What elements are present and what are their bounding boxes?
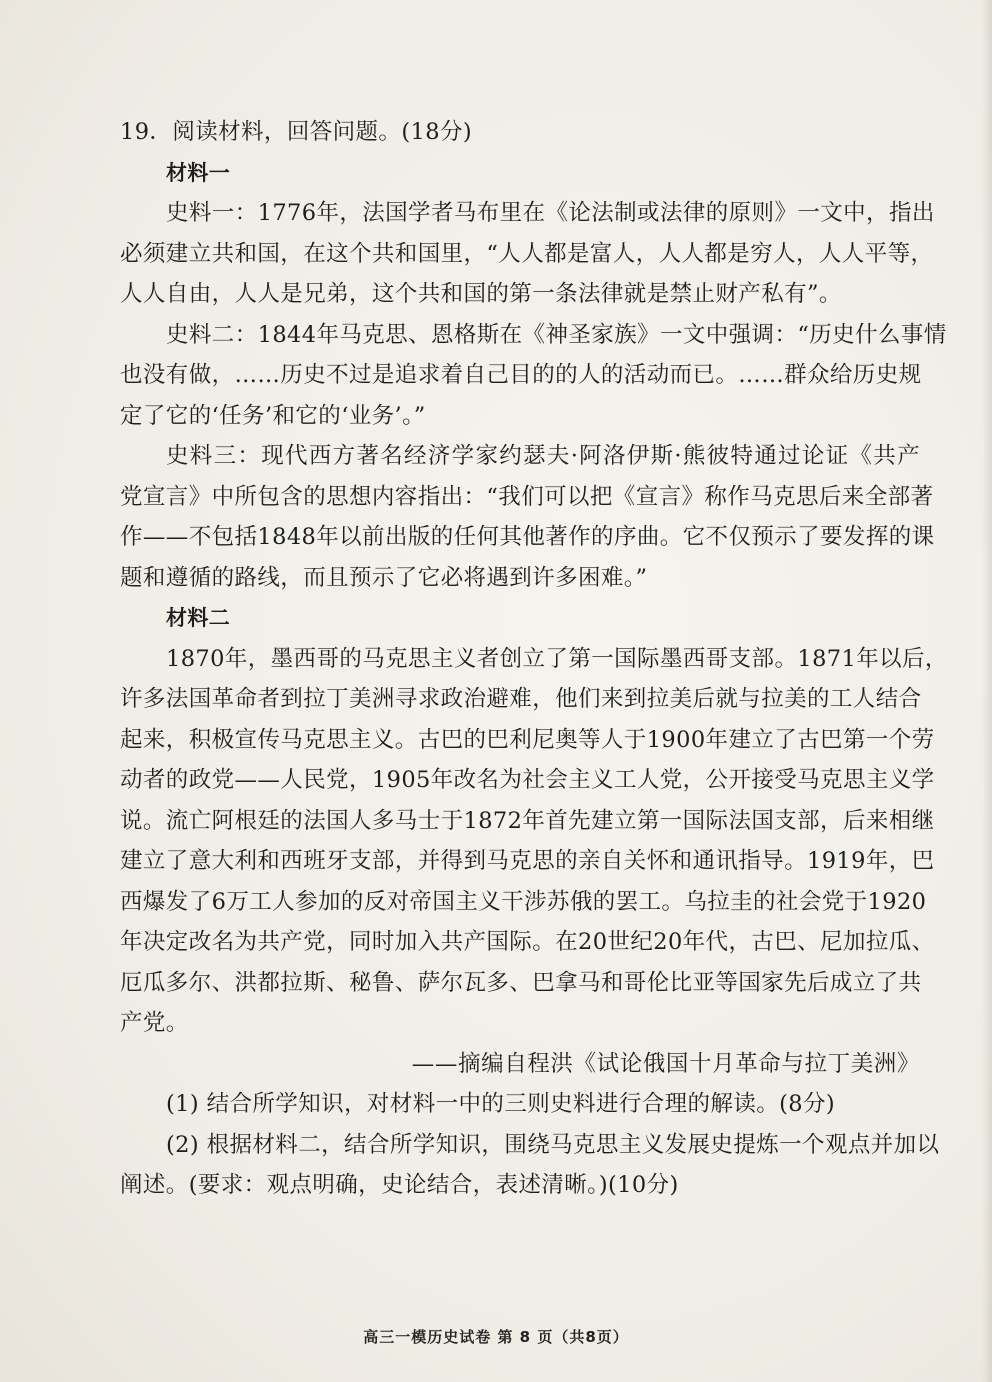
material1-line: 人人自由，人人是兄弟，这个共和国的第一条法律就是禁止财产私有”。 [120, 281, 842, 307]
material1-line: 定了它的‘任务’和它的‘业务’。” [120, 402, 426, 429]
material2-line: 厄瓜多尔、洪都拉斯、秘鲁、萨尔瓦多、巴拿马和哥伦比亚等国家先后成立了共 [120, 969, 922, 996]
page-edge-shadow [982, 0, 992, 1382]
page-footer: 高三一模历史试卷 第 8 页（共8页） [363, 1328, 629, 1346]
material2-line: 1870年，墨西哥的马克思主义者创立了第一国际墨西哥支部。1871年以后， [166, 645, 948, 672]
material1-line: 也没有做，……历史不过是追求着自己目的的人的活动而已。……群众给历史规 [120, 362, 922, 388]
material1-line: 作——不包括1848年以前出版的任何其他著作的序曲。它不仅预示了要发挥的课 [120, 524, 935, 550]
material1-line: 史料三：现代西方著名经济学家约瑟夫·阿洛伊斯·熊彼特通过论证《共产 [166, 443, 920, 469]
sub-question-1: (1) 结合所学知识，对材料一中的三则史料进行合理的解读。(8分) [166, 1091, 836, 1117]
material2-source: ——摘编自程洪《试论俄国十月革命与拉丁美洲》 [411, 1050, 920, 1077]
material1-line: 史料二：1844年马克思、恩格斯在《神圣家族》一文中强调：“历史什么事情 [166, 321, 947, 348]
question-content [120, 112, 948, 1206]
material1-line: 史料一：1776年，法国学者马布里在《论法制或法律的原则》一文中，指出 [166, 200, 935, 226]
material1-line: 党宣言》中所包含的思想内容指出：“我们可以把《宣言》称作马克思后来全部著 [120, 483, 934, 510]
question-title: 19．阅读材料，回答问题。(18分) [120, 119, 473, 145]
material2-line: 许多法国革命者到拉丁美洲寻求政治避难，他们来到拉美后就与拉美的工人结合 [120, 686, 922, 712]
material2-line: 起来，积极宣传马克思主义。古巴的巴利尼奥等人于1900年建立了古巴第一个劳 [120, 726, 935, 753]
material2-line: 年决定改名为共产党，同时加入共产国际。在20世纪20年代，古巴、尼加拉瓜、 [120, 929, 935, 955]
sub-question-2: (2) 根据材料二，结合所学知识，围绕马克思主义发展史提炼一个观点并加以 [166, 1131, 940, 1158]
material2-line: 说。流亡阿根廷的法国人多马士于1872年首先建立第一国际法国支部，后来相继 [120, 807, 935, 834]
material2-line: 建立了意大利和西班牙支部，并得到马克思的亲自关怀和通讯指导。1919年，巴 [120, 848, 935, 874]
material1-heading: 材料一 [166, 160, 231, 185]
sub-question-2-continued: 阐述。(要求：观点明确，史论结合，表述清晰。)(10分) [120, 1172, 679, 1198]
material1-line: 必须建立共和国，在这个共和国里，“人人都是富人，人人都是穷人，人人平等， [120, 240, 934, 267]
material2-line: 动者的政党——人民党，1905年改名为社会主义工人党，公开接受马克思主义学 [120, 767, 935, 793]
material2-line: 产党。 [120, 1010, 189, 1036]
material2-line: 西爆发了6万工人参加的反对帝国主义干涉苏俄的罢工。乌拉圭的社会党于1920 [120, 888, 927, 915]
material1-line: 题和遵循的路线，而且预示了它必将遇到许多困难。” [120, 564, 648, 591]
material2-heading: 材料二 [166, 606, 231, 630]
